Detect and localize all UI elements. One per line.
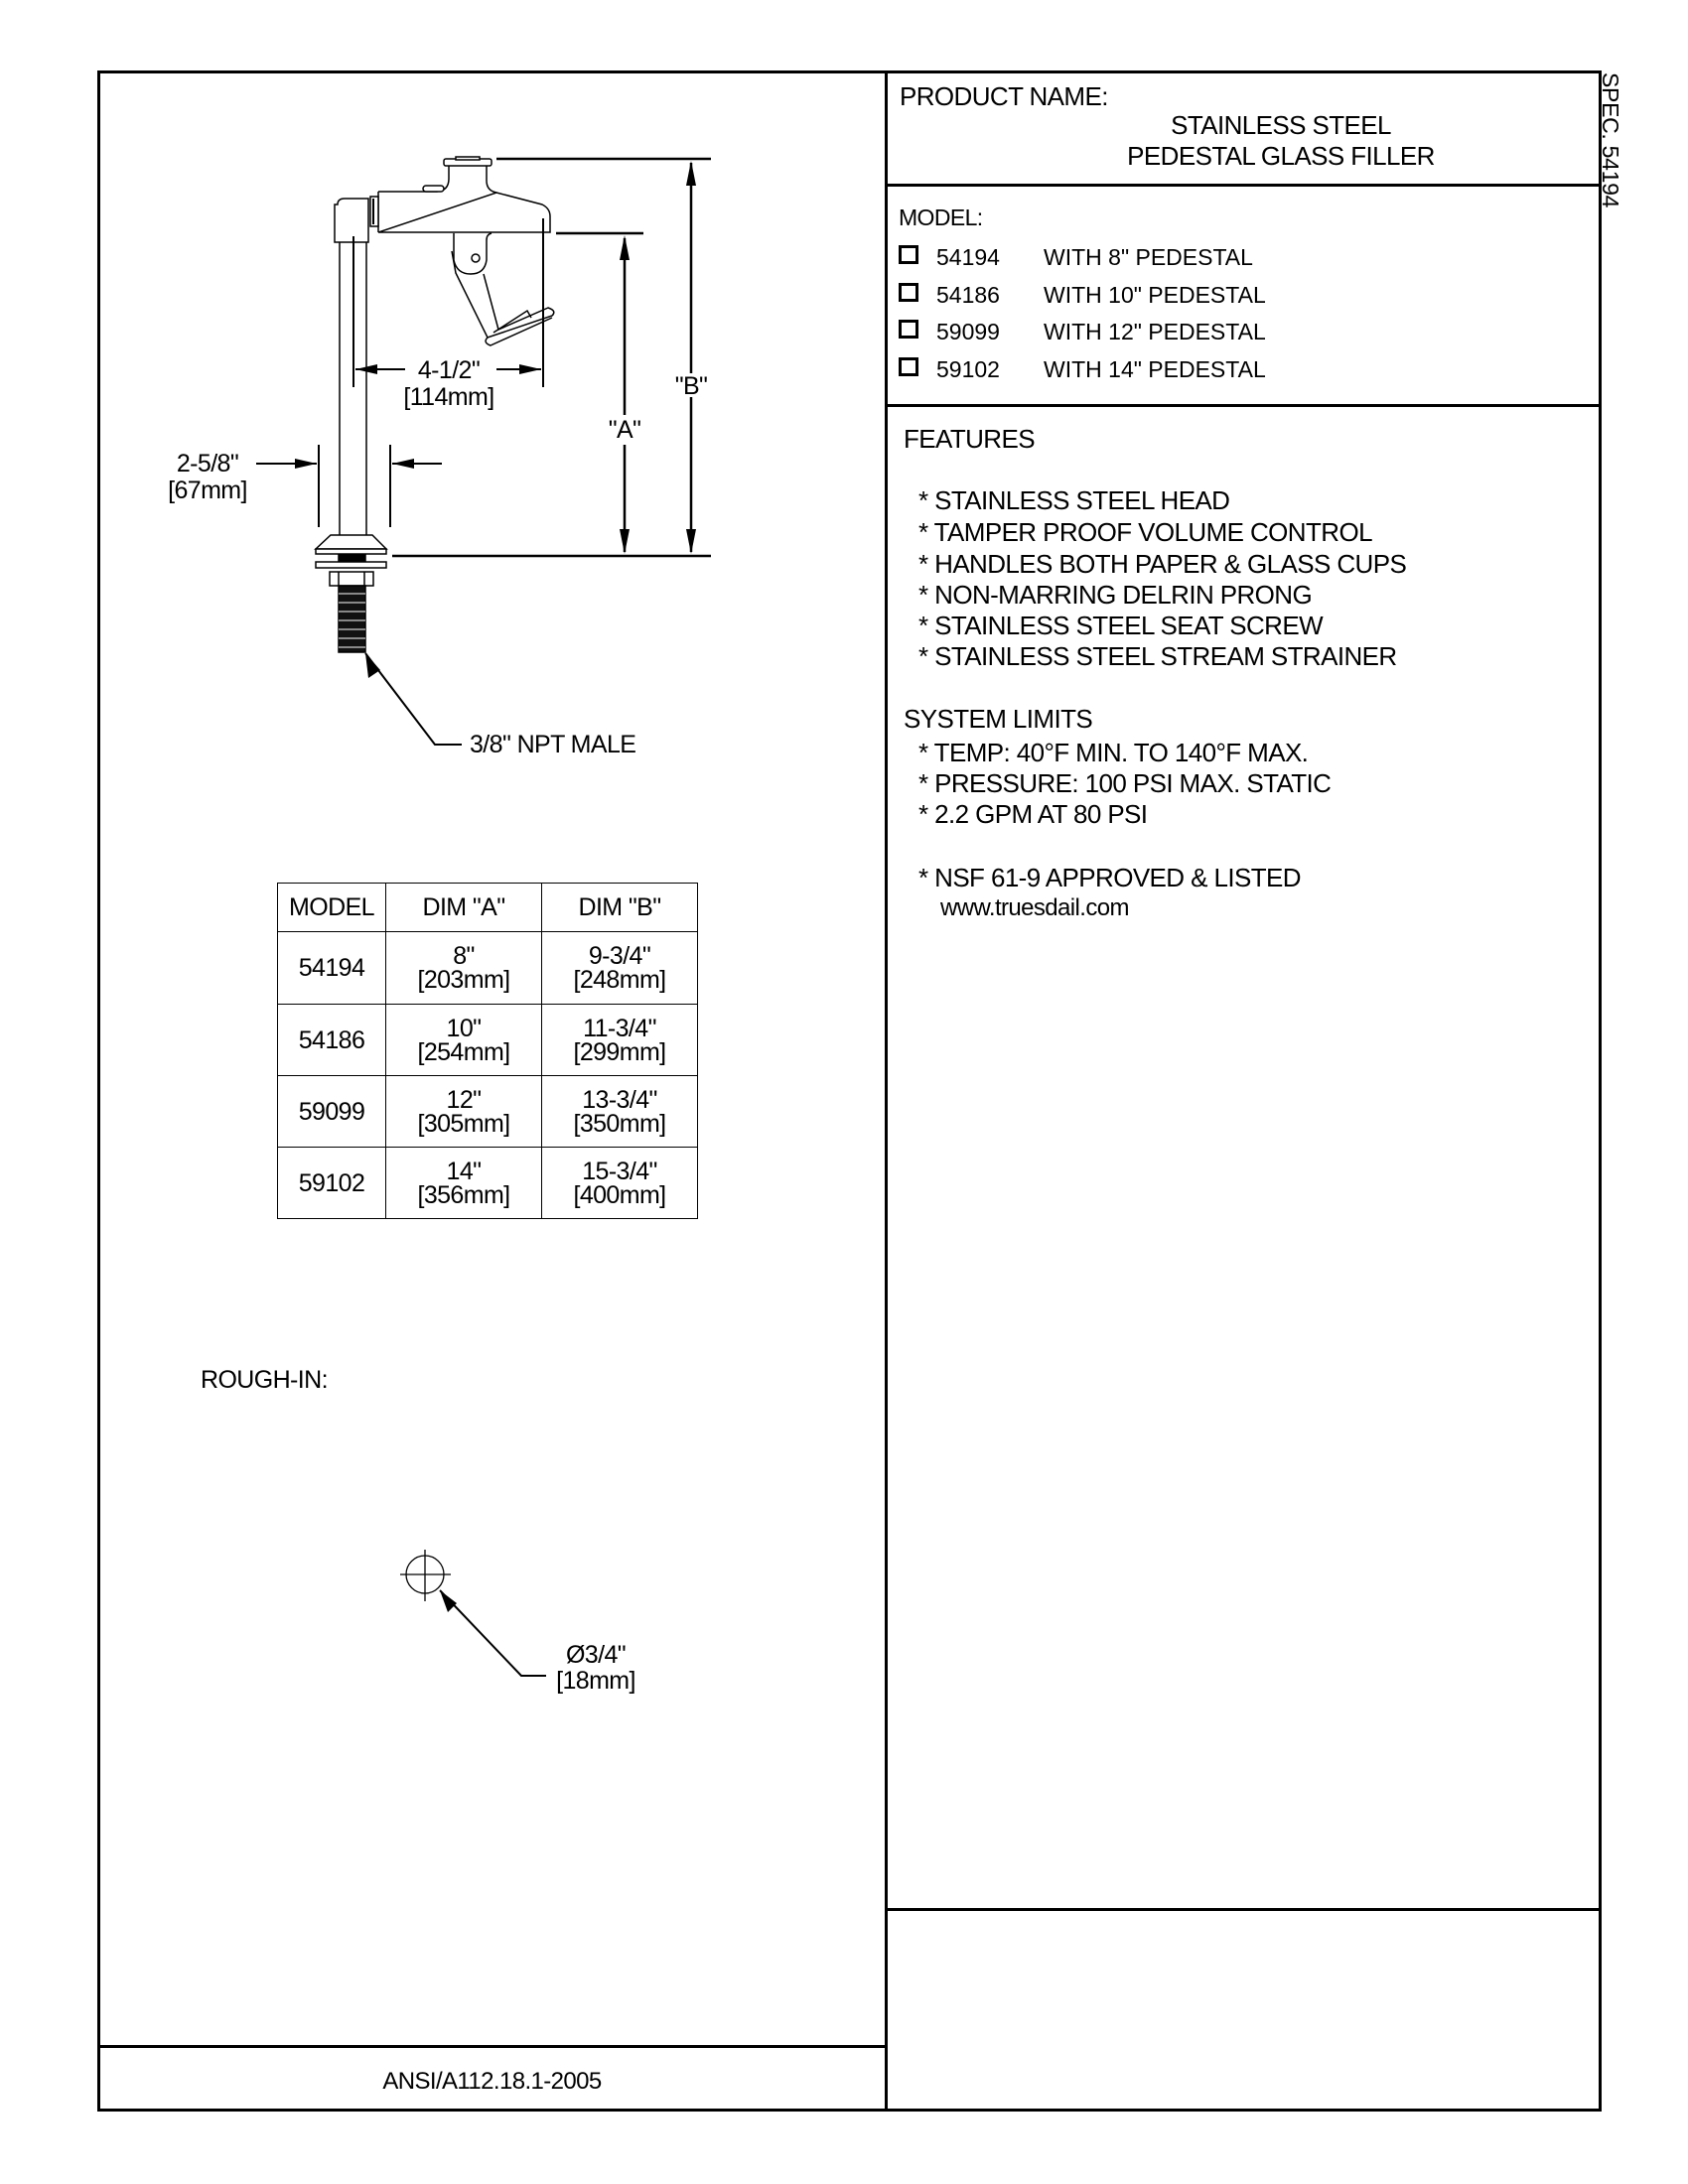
cell-model: 54186	[278, 1005, 386, 1076]
dim-a-mm: [305mm]	[417, 1109, 510, 1138]
cell-dim-a	[386, 1148, 542, 1219]
cell-dim-b	[542, 1005, 698, 1076]
model-description: WITH 12" PEDESTAL	[1044, 319, 1266, 344]
table-header-row	[278, 884, 698, 932]
col-dim-b: DIM "B"	[542, 884, 698, 932]
system-limits-heading: SYSTEM LIMITS	[904, 704, 1093, 734]
cell-dim-b	[542, 1076, 698, 1148]
table-row	[278, 1005, 698, 1076]
dim-b-inch: 11-3/4"	[583, 1014, 656, 1042]
certification-url[interactable]: www.truesdail.com	[940, 894, 1129, 921]
dim-a-inch: 8"	[453, 942, 475, 970]
model-number: 59099	[936, 319, 1000, 344]
product-name-label: PRODUCT NAME:	[900, 81, 1108, 111]
cell-model: 54194	[278, 932, 386, 1005]
model-number: 59102	[936, 356, 1000, 382]
cell-dim-b	[542, 932, 698, 1005]
feature-item: * TAMPER PROOF VOLUME CONTROL	[918, 517, 1372, 547]
feature-item: * HANDLES BOTH PAPER & GLASS CUPS	[918, 549, 1407, 579]
cell-dim-a	[386, 932, 542, 1005]
dim-base-width-mm: [67mm]	[168, 477, 247, 504]
dim-a-label: "A"	[608, 416, 641, 444]
model-description: WITH 8" PEDESTAL	[1044, 244, 1253, 270]
dim-b-mm: [248mm]	[573, 966, 666, 994]
cell-dim-a	[386, 1005, 542, 1076]
model-number: 54186	[936, 282, 1000, 308]
dim-a-mm: [356mm]	[417, 1180, 510, 1209]
npt-connection-label: 3/8" NPT MALE	[470, 731, 636, 758]
features-heading: FEATURES	[904, 424, 1035, 454]
dim-b-mm: [350mm]	[573, 1109, 666, 1138]
model-label: MODEL:	[899, 205, 983, 230]
ansi-standard: ANSI/A112.18.1-2005	[382, 2068, 602, 2095]
dimension-table	[277, 883, 698, 1219]
cell-model: 59102	[278, 1148, 386, 1219]
rough-in-hole-mm: [18mm]	[556, 1667, 635, 1695]
dim-b-mm: [400mm]	[573, 1180, 666, 1209]
dim-b-inch: 13-3/4"	[582, 1085, 657, 1114]
dim-b-inch: 9-3/4"	[588, 942, 651, 970]
dim-base-width-inch: 2-5/8"	[176, 450, 239, 478]
dim-a-inch: 14"	[446, 1157, 482, 1185]
product-name-line2: PEDESTAL GLASS FILLER	[1127, 141, 1435, 171]
dim-b-mm: [299mm]	[573, 1037, 666, 1066]
system-limit-item: * TEMP: 40°F MIN. TO 140°F MAX.	[918, 738, 1309, 767]
col-model: MODEL	[278, 884, 386, 932]
cell-dim-b	[542, 1148, 698, 1219]
dim-a-mm: [203mm]	[417, 966, 510, 994]
system-limit-item: * PRESSURE: 100 PSI MAX. STATIC	[918, 768, 1332, 798]
certification: * NSF 61-9 APPROVED & LISTED	[918, 863, 1301, 892]
cell-model: 59099	[278, 1076, 386, 1148]
rough-in-label: ROUGH-IN:	[201, 1366, 328, 1394]
feature-item: * STAINLESS STEEL SEAT SCREW	[918, 611, 1324, 640]
dim-head-width-mm: [114mm]	[403, 383, 494, 411]
spec-number: SPEC. 54194	[1598, 72, 1623, 208]
dim-b-label: "B"	[674, 372, 708, 400]
model-number: 54194	[936, 244, 1000, 270]
table-row	[278, 1076, 698, 1148]
dim-b-inch: 15-3/4"	[582, 1157, 657, 1185]
dim-base-width	[163, 452, 252, 503]
product-name-line1: STAINLESS STEEL	[1171, 110, 1391, 140]
cell-dim-a	[386, 1076, 542, 1148]
feature-item: * NON-MARRING DELRIN PRONG	[918, 580, 1313, 610]
model-description: WITH 14" PEDESTAL	[1044, 356, 1266, 382]
col-dim-a: DIM "A"	[386, 884, 542, 932]
dim-head-width	[397, 358, 500, 410]
rough-in-dimension	[546, 1643, 645, 1694]
system-limit-item: * 2.2 GPM AT 80 PSI	[918, 799, 1148, 829]
rough-in-hole-inch: Ø3/4"	[565, 1641, 627, 1669]
dim-a-mm: [254mm]	[417, 1037, 510, 1066]
feature-item: * STAINLESS STEEL HEAD	[918, 485, 1230, 515]
dim-head-width-inch: 4-1/2"	[417, 356, 481, 384]
table-row	[278, 1148, 698, 1219]
feature-item: * STAINLESS STEEL STREAM STRAINER	[918, 641, 1397, 671]
dim-a-inch: 12"	[446, 1085, 482, 1114]
table-row	[278, 932, 698, 1005]
model-description: WITH 10" PEDESTAL	[1044, 282, 1266, 308]
dim-a-inch: 10"	[446, 1014, 482, 1042]
